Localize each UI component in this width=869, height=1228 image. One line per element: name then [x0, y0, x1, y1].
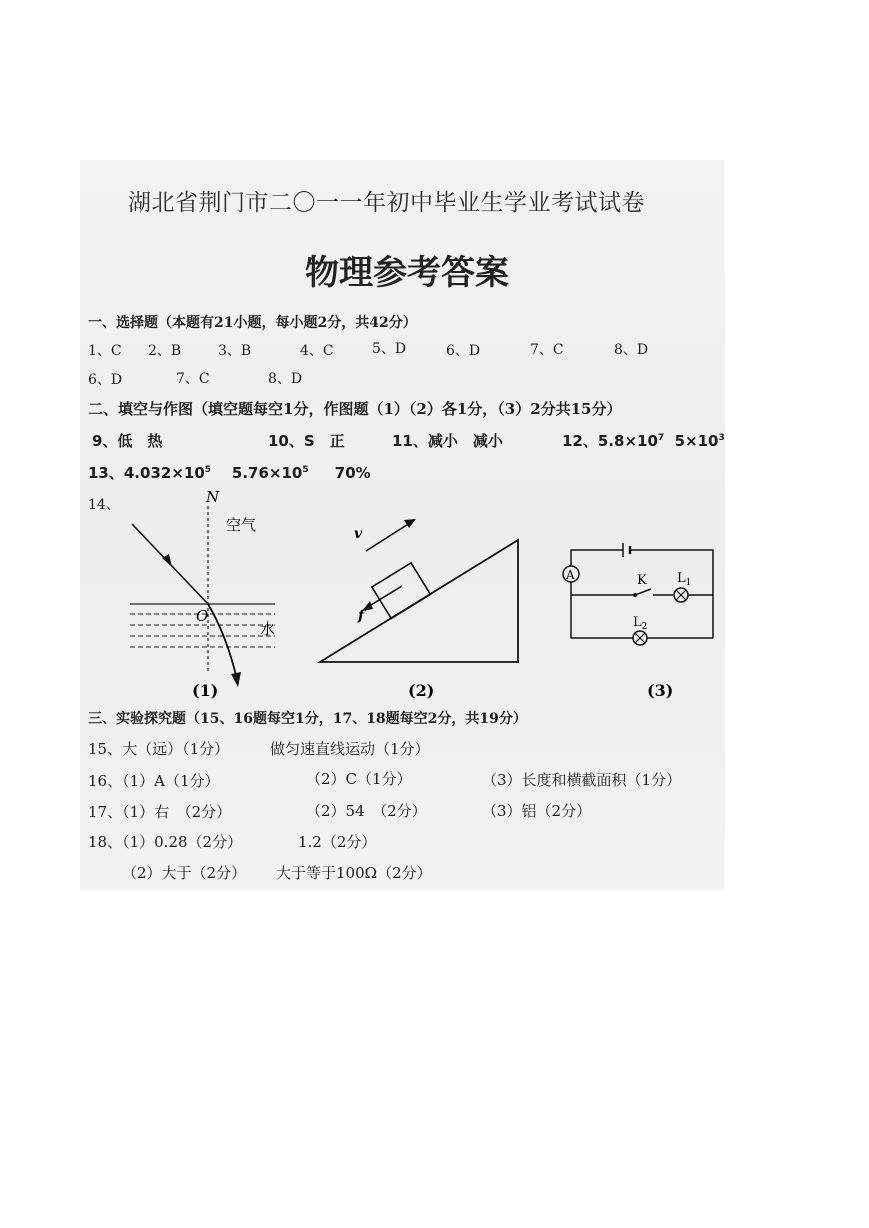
- answer-1: 1、C: [88, 343, 122, 359]
- refracted-ray: [208, 604, 238, 684]
- figure-refraction: [120, 488, 290, 713]
- answer-18-part3: （2）大于（2分）: [122, 864, 247, 882]
- point-o-label: O: [196, 607, 209, 625]
- answer-6b: 6、D: [88, 372, 123, 388]
- answer-16-part2: （2）C（1分）: [306, 770, 412, 788]
- answer-17-part3: （3）铝（2分）: [482, 802, 592, 820]
- section1-heading: 一、选择题（本题有21小题，每小题2分，共42分）: [88, 315, 417, 331]
- answer-6: 6、D: [446, 343, 481, 359]
- switch-label: K: [637, 573, 647, 588]
- incident-arrow: [162, 554, 172, 567]
- section2-heading: 二、填空与作图（填空题每空1分，作图题（1）（2）各1分，（3）2分共15分）: [88, 400, 622, 418]
- document-title: 物理参考答案: [305, 253, 509, 293]
- answer-16-part1: 16、（1）A（1分）: [88, 772, 220, 790]
- answer-17-part1: 17、（1）右 （2分）: [88, 803, 232, 821]
- switch-k: [635, 589, 651, 595]
- figure3-caption: (3): [647, 681, 674, 700]
- velocity-arrow: [366, 521, 413, 551]
- answer-18-part1: 18、（1）0.28（2分）: [88, 833, 243, 851]
- answer-13-a: 4.032×10: [123, 464, 205, 482]
- friction-arrow: [366, 586, 402, 608]
- answer-15-part2: 做匀速直线运动（1分）: [270, 740, 430, 758]
- answer-16-part3: （3）长度和横截面积（1分）: [482, 771, 682, 789]
- normal-label: N: [206, 488, 220, 506]
- answer-12: [562, 430, 725, 451]
- answer-12-a-exp: 7: [657, 433, 665, 443]
- answer-13-b-exp: 5: [302, 465, 309, 475]
- friction-label: f: [358, 608, 365, 624]
- answer-18-part4: 大于等于100Ω（2分）: [276, 864, 432, 882]
- air-label: 空气: [226, 516, 257, 534]
- answer-2: 2、B: [148, 343, 182, 359]
- answer-3: 3、B: [218, 343, 252, 359]
- answer-18-part2: 1.2（2分）: [298, 833, 377, 851]
- figure2-caption: (2): [408, 681, 435, 700]
- answer-12-number: 12、: [562, 432, 598, 450]
- answer-12-b-exp: 3: [718, 433, 725, 443]
- answer-13-number: 13、: [88, 464, 124, 482]
- answer-17-part2: （2）54 （2分）: [306, 802, 427, 820]
- answer-13-c: 70%: [334, 464, 371, 482]
- exam-header: 湖北省荆门市二〇一一年初中毕业生学业考试试卷: [128, 190, 645, 216]
- answer-13: [88, 462, 371, 483]
- figure1-caption: (1): [192, 681, 219, 700]
- figure-incline: [310, 510, 530, 710]
- answer-8b: 8、D: [268, 371, 303, 387]
- lamp1-label: $L_1$: [677, 571, 692, 588]
- answer-12-a: 5.8×10: [597, 432, 658, 450]
- answer-5: 5、D: [372, 341, 407, 357]
- refracted-arrow: [231, 672, 241, 687]
- velocity-label: v: [354, 526, 363, 542]
- answer-4: 4、C: [300, 343, 334, 359]
- lamp2-label: $L_2$: [633, 615, 648, 632]
- ammeter-label: A: [566, 568, 575, 582]
- answer-7b: 7、C: [176, 371, 210, 387]
- figure-circuit: [555, 540, 725, 705]
- water-label: 水: [260, 620, 276, 638]
- answer-14-label: 14、: [88, 497, 120, 513]
- answer-9: 9、低 热: [92, 432, 163, 450]
- answer-12-b: 5×10: [674, 432, 719, 450]
- answer-7: 7、C: [530, 342, 564, 358]
- answer-11: 11、减小 减小: [392, 432, 503, 450]
- answer-13-a-exp: 5: [204, 465, 212, 475]
- answer-8: 8、D: [614, 342, 649, 358]
- answer-15-part1: 15、大（远）（1分）: [88, 740, 230, 758]
- block: [372, 563, 431, 619]
- section3-heading: 三、实验探究题（15、16题每空1分，17、18题每空2分，共19分）: [88, 711, 527, 727]
- answer-13-b: 5.76×10: [231, 464, 303, 482]
- answer-10: 10、S 正: [268, 432, 345, 450]
